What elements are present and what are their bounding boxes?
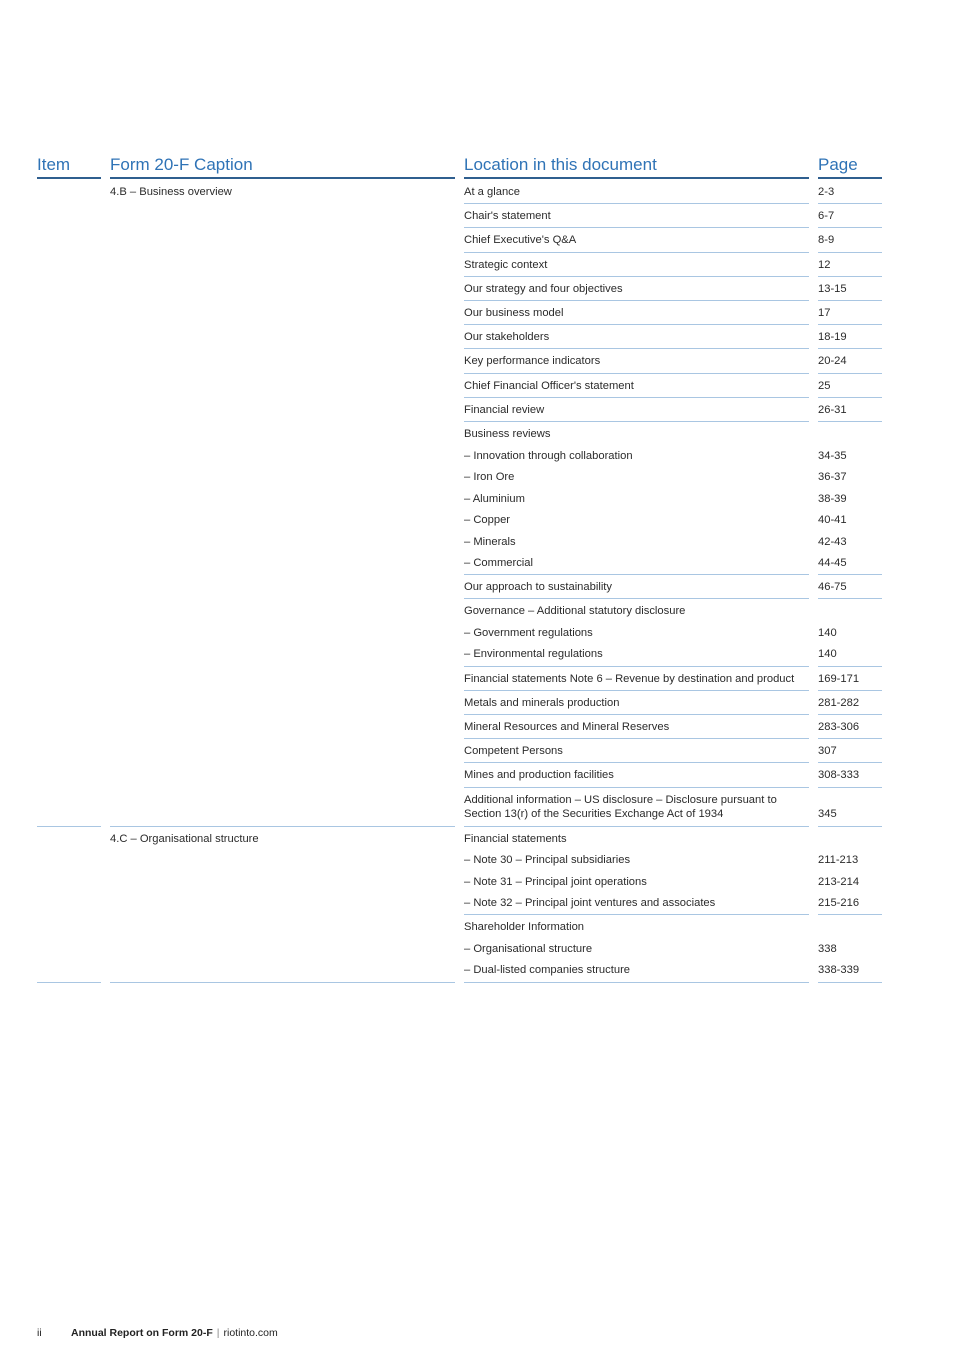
row-divider — [464, 397, 809, 398]
page-ref: 12 — [818, 258, 831, 271]
section-caption: 4.B – Business overview — [110, 186, 232, 198]
page-ref: 345 — [818, 808, 837, 821]
row-divider — [464, 373, 809, 374]
row-divider — [818, 982, 882, 983]
location-text: – Government regulations — [464, 626, 593, 639]
location-text: Financial review — [464, 403, 545, 416]
section-divider — [110, 982, 455, 983]
footer-website: riotinto.com — [223, 1327, 278, 1339]
location-text: – Commercial — [464, 557, 534, 569]
location-text: – Copper — [464, 514, 511, 526]
page-ref: 26-31 — [818, 403, 847, 416]
page-ref: 25 — [818, 379, 831, 392]
location-text: Competent Persons — [464, 745, 563, 758]
location-text: Business reviews — [464, 428, 551, 440]
page-ref: 307 — [818, 745, 837, 758]
page-ref: 42-43 — [818, 535, 847, 548]
row-divider — [464, 598, 809, 599]
page-ref: 213-214 — [818, 875, 860, 888]
row-divider — [818, 914, 882, 915]
row-divider — [464, 421, 809, 422]
row-divider — [464, 324, 809, 325]
page-ref: 46-75 — [818, 581, 847, 594]
location-text: – Note 31 – Principal joint operations — [464, 875, 647, 888]
page-ref: 338-339 — [818, 964, 860, 977]
row-divider — [464, 300, 809, 301]
location-text: Our business model — [464, 307, 564, 319]
page-ref: 40-41 — [818, 514, 847, 526]
location-text: Additional information – US disclosure – Disclosure pursuant to — [464, 793, 777, 806]
header-location: Location in this document — [464, 155, 809, 179]
page-ref: 18-19 — [818, 331, 847, 344]
location-text: Our approach to sustainability — [464, 581, 613, 594]
location-text: Chief Financial Officer's statement — [464, 379, 634, 392]
row-divider — [464, 714, 809, 715]
row-divider — [818, 203, 882, 204]
page-ref: 44-45 — [818, 557, 847, 569]
location-text: – Minerals — [464, 535, 516, 548]
location-text: – Aluminium — [464, 492, 525, 505]
row-divider — [464, 203, 809, 204]
page-ref: 8-9 — [818, 234, 835, 247]
section-caption: 4.C – Organisational structure — [110, 832, 259, 845]
row-divider — [464, 826, 809, 827]
row-divider — [818, 348, 882, 349]
row-divider — [818, 738, 882, 739]
row-divider — [818, 300, 882, 301]
location-text: Key performance indicators — [464, 355, 601, 368]
page-ref: 169-171 — [818, 672, 860, 685]
footer-separator: | — [216, 1327, 220, 1339]
page-ref: 34-35 — [818, 449, 847, 462]
location-text: – Organisational structure — [464, 942, 593, 955]
row-divider — [818, 690, 882, 691]
page-ref: 17 — [818, 307, 831, 319]
page-ref: 36-37 — [818, 471, 847, 483]
page-ref: 215-216 — [818, 897, 860, 910]
location-text: – Innovation through collaboration — [464, 449, 633, 462]
location-text: Our stakeholders — [464, 331, 550, 344]
row-divider — [464, 252, 809, 253]
header-page: Page — [818, 155, 882, 179]
section-divider — [110, 826, 455, 827]
footer-title: Annual Report on Form 20-F — [71, 1327, 213, 1339]
location-text: Financial statements — [464, 832, 567, 845]
location-text: – Iron Ore — [464, 471, 515, 483]
location-text-line2: Section 13(r) of the Securities Exchange Act of 1934 — [464, 808, 724, 821]
row-divider — [818, 826, 882, 827]
row-divider — [818, 227, 882, 228]
section-divider — [37, 982, 101, 983]
row-divider — [464, 666, 809, 667]
row-divider — [818, 787, 882, 788]
location-text: Strategic context — [464, 258, 548, 271]
location-text: Chief Executive's Q&A — [464, 234, 577, 247]
row-divider — [818, 666, 882, 667]
section-divider — [37, 826, 101, 827]
page-ref: 140 — [818, 648, 837, 661]
row-divider — [464, 762, 809, 763]
location-text: Shareholder Information — [464, 921, 585, 934]
location-text: – Dual-listed companies structure — [464, 964, 631, 977]
page-number: ii — [37, 1327, 42, 1339]
location-text: Mineral Resources and Mineral Reserves — [464, 721, 670, 733]
page-ref: 308-333 — [818, 769, 860, 782]
location-text: Chair's statement — [464, 210, 551, 223]
location-text: Metals and minerals production — [464, 696, 620, 709]
page-ref: 281-282 — [818, 696, 860, 709]
row-divider — [818, 762, 882, 763]
page-ref: 140 — [818, 626, 837, 639]
row-divider — [464, 738, 809, 739]
page-ref: 20-24 — [818, 355, 847, 368]
page-ref: 13-15 — [818, 282, 847, 295]
page-ref: 38-39 — [818, 492, 847, 505]
location-text: Financial statements Note 6 – Revenue by destination and product — [464, 672, 795, 685]
row-divider — [818, 276, 882, 277]
page-ref: 283-306 — [818, 721, 860, 733]
row-divider — [818, 252, 882, 253]
row-divider — [464, 914, 809, 915]
row-divider — [464, 227, 809, 228]
page-ref: 211-213 — [818, 854, 859, 867]
row-divider — [818, 373, 882, 374]
header-caption: Form 20-F Caption — [110, 155, 455, 179]
header-item: Item — [37, 155, 101, 179]
page-ref: 2-3 — [818, 186, 835, 198]
row-divider — [464, 982, 809, 983]
page-footer — [37, 1327, 278, 1339]
location-text: Governance – Additional statutory disclosure — [464, 605, 686, 618]
row-divider — [464, 348, 809, 349]
row-divider — [818, 421, 882, 422]
location-text: At a glance — [464, 186, 520, 198]
row-divider — [464, 276, 809, 277]
row-divider — [464, 787, 809, 788]
location-text: – Note 30 – Principal subsidiaries — [464, 854, 631, 867]
location-text: Mines and production facilities — [464, 769, 614, 782]
row-divider — [464, 574, 809, 575]
location-text: – Note 32 – Principal joint ventures and associates — [464, 897, 716, 910]
row-divider — [818, 714, 882, 715]
location-text: Our strategy and four objectives — [464, 282, 623, 295]
row-divider — [464, 690, 809, 691]
location-text: – Environmental regulations — [464, 648, 603, 661]
row-divider — [818, 574, 882, 575]
page-ref: 6-7 — [818, 210, 835, 223]
row-divider — [818, 324, 882, 325]
row-divider — [818, 397, 882, 398]
row-divider — [818, 598, 882, 599]
page-ref: 338 — [818, 942, 837, 955]
